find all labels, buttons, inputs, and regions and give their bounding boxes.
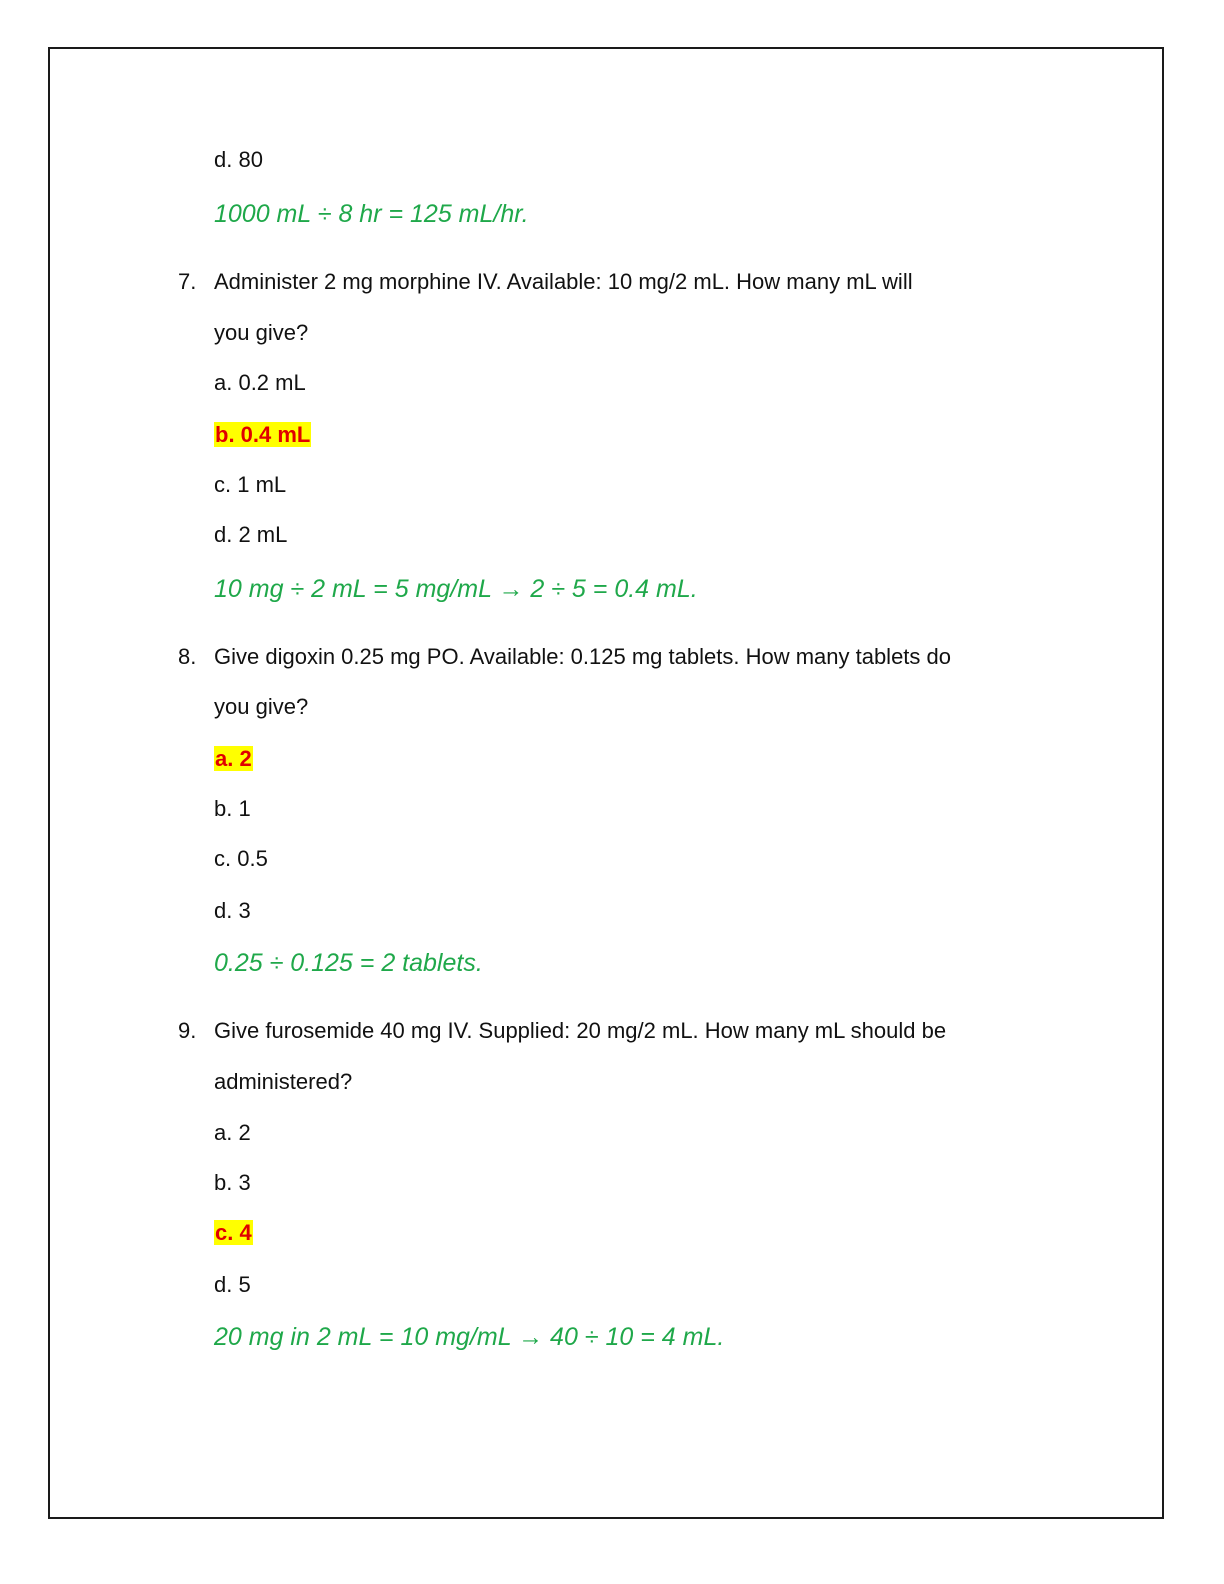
question-number-9: 9. [178,1018,197,1043]
option-c-q7: c. 1 mL [214,472,287,497]
correct-answer-highlight: b. 0.4 mL [215,422,311,447]
explanation-q7: 10 mg ÷ 2 mL = 5 mg/mL → 2 ÷ 5 = 0.4 mL. [214,575,698,603]
option-a-q9: a. 2 [214,1120,251,1145]
question-9-text-line1: Give furosemide 40 mg IV. Supplied: 20 mg/2 mL. How many mL should be [214,1018,947,1043]
option-d-q6: d. 80 [214,147,263,172]
option-d-q9: d. 5 [214,1272,251,1297]
option-a-q8-correct [214,744,253,774]
option-c-q8: c. 0.5 [214,846,268,871]
option-d-q8: d. 3 [214,898,251,923]
question-8-text-line1: Give digoxin 0.25 mg PO. Available: 0.125 mg tablets. How many tablets do [214,644,951,669]
option-b-q9: b. 3 [214,1170,251,1195]
explanation-q9: 20 mg in 2 mL = 10 mg/mL → 40 ÷ 10 = 4 mL. [214,1323,725,1351]
option-a-q7: a. 0.2 mL [214,370,306,395]
option-d-q7: d. 2 mL [214,522,288,547]
option-b-q7-correct [214,420,311,450]
explanation-q6: 1000 mL ÷ 8 hr = 125 mL/hr. [214,200,529,228]
question-8-text-line2: you give? [214,694,309,719]
question-7-text-line1: Administer 2 mg morphine IV. Available: 10 mg/2 mL. How many mL will [214,269,913,294]
correct-answer-highlight: c. 4 [215,1220,252,1245]
question-9-text-line2: administered? [214,1069,353,1094]
question-7-text-line2: you give? [214,320,309,345]
question-number-7: 7. [178,269,197,294]
option-b-q8: b. 1 [214,796,251,821]
explanation-q8: 0.25 ÷ 0.125 = 2 tablets. [214,949,483,977]
option-c-q9-correct [214,1218,253,1248]
correct-answer-highlight: a. 2 [215,746,252,771]
question-number-8: 8. [178,644,197,669]
